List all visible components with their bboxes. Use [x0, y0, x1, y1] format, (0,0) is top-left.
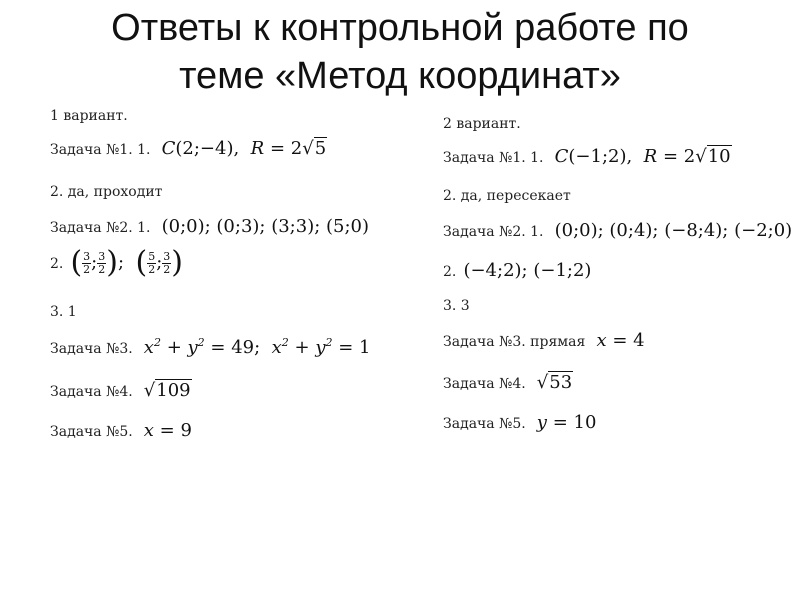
- v2-task5-row: [443, 412, 596, 433]
- v2-task2-part2-row: [443, 260, 591, 281]
- v2-task4-row: [443, 372, 573, 393]
- v1-task2-answer: (0;0); (0;3); (3;3); (5;0): [161, 216, 370, 237]
- v1-task4-answer: √109: [143, 380, 191, 401]
- v2-task4-answer: √53: [536, 372, 573, 393]
- v1-task3-row: [50, 336, 371, 358]
- variant-2-header: 2 вариант.: [443, 116, 521, 132]
- v1-task5-label: Задача №5.: [50, 424, 133, 440]
- v1-task2-part2-row: [50, 245, 184, 280]
- v2-task1-row: [443, 146, 732, 167]
- v2-task4-label: Задача №4.: [443, 376, 526, 392]
- v2-task5-answer: y = 10: [536, 412, 597, 433]
- slide-title: [0, 4, 800, 100]
- v1-task2-part2-label: 2.: [50, 256, 64, 272]
- v1-task1-part2: 2. да, проходит: [50, 184, 163, 200]
- v2-task2-part2-label: 2.: [443, 264, 457, 280]
- title-line-1: Ответы к контрольной работе по: [111, 7, 689, 49]
- v2-task2-label: Задача №2. 1.: [443, 224, 544, 240]
- v2-task1-part2: 2. да, пересекает: [443, 188, 571, 204]
- v2-task3-answer: x = 4: [596, 330, 645, 351]
- v1-task3-answer: $x^2 + y^2 = 49$; $x^2 + y^2 = 1$: [143, 336, 371, 358]
- v1-task1-answer: C(2;−4), R = 2√5: [161, 138, 327, 159]
- v2-task3-label: Задача №3. прямая: [443, 334, 586, 350]
- v1-task2-part3: 3. 1: [50, 304, 77, 320]
- v1-task5-answer: x = 9: [143, 420, 192, 441]
- v1-task2-part2-answer: ( $\frac{3}{2}$ ; $\frac{3}{2}$ ); ( $\frac{5}{2}$ ; $\frac{3}{2}$ ): [70, 245, 184, 280]
- v1-task1-row: [50, 138, 327, 159]
- v1-task1-label: Задача №1. 1.: [50, 142, 151, 158]
- v2-task3-row: [443, 330, 645, 351]
- title-line-2: теме «Метод координат»: [179, 55, 621, 97]
- v2-task2-part3: 3. 3: [443, 298, 470, 314]
- v1-task4-label: Задача №4.: [50, 384, 133, 400]
- v2-task1-answer: C(−1;2), R = 2√10: [554, 146, 731, 167]
- v2-task2-part2-answer: (−4;2); (−1;2): [463, 260, 592, 281]
- variant-1-header: 1 вариант.: [50, 108, 128, 124]
- v1-task2-row: [50, 216, 369, 237]
- v1-task5-row: [50, 420, 192, 441]
- v1-task2-label: Задача №2. 1.: [50, 220, 151, 236]
- v2-task5-label: Задача №5.: [443, 416, 526, 432]
- v2-task1-label: Задача №1. 1.: [443, 150, 544, 166]
- v1-task3-label: Задача №3.: [50, 341, 133, 357]
- v2-task2-answer: (0;0); (0;4); (−8;4); (−2;0): [554, 220, 793, 241]
- v1-task4-row: [50, 380, 192, 401]
- v2-task2-row: [443, 220, 792, 241]
